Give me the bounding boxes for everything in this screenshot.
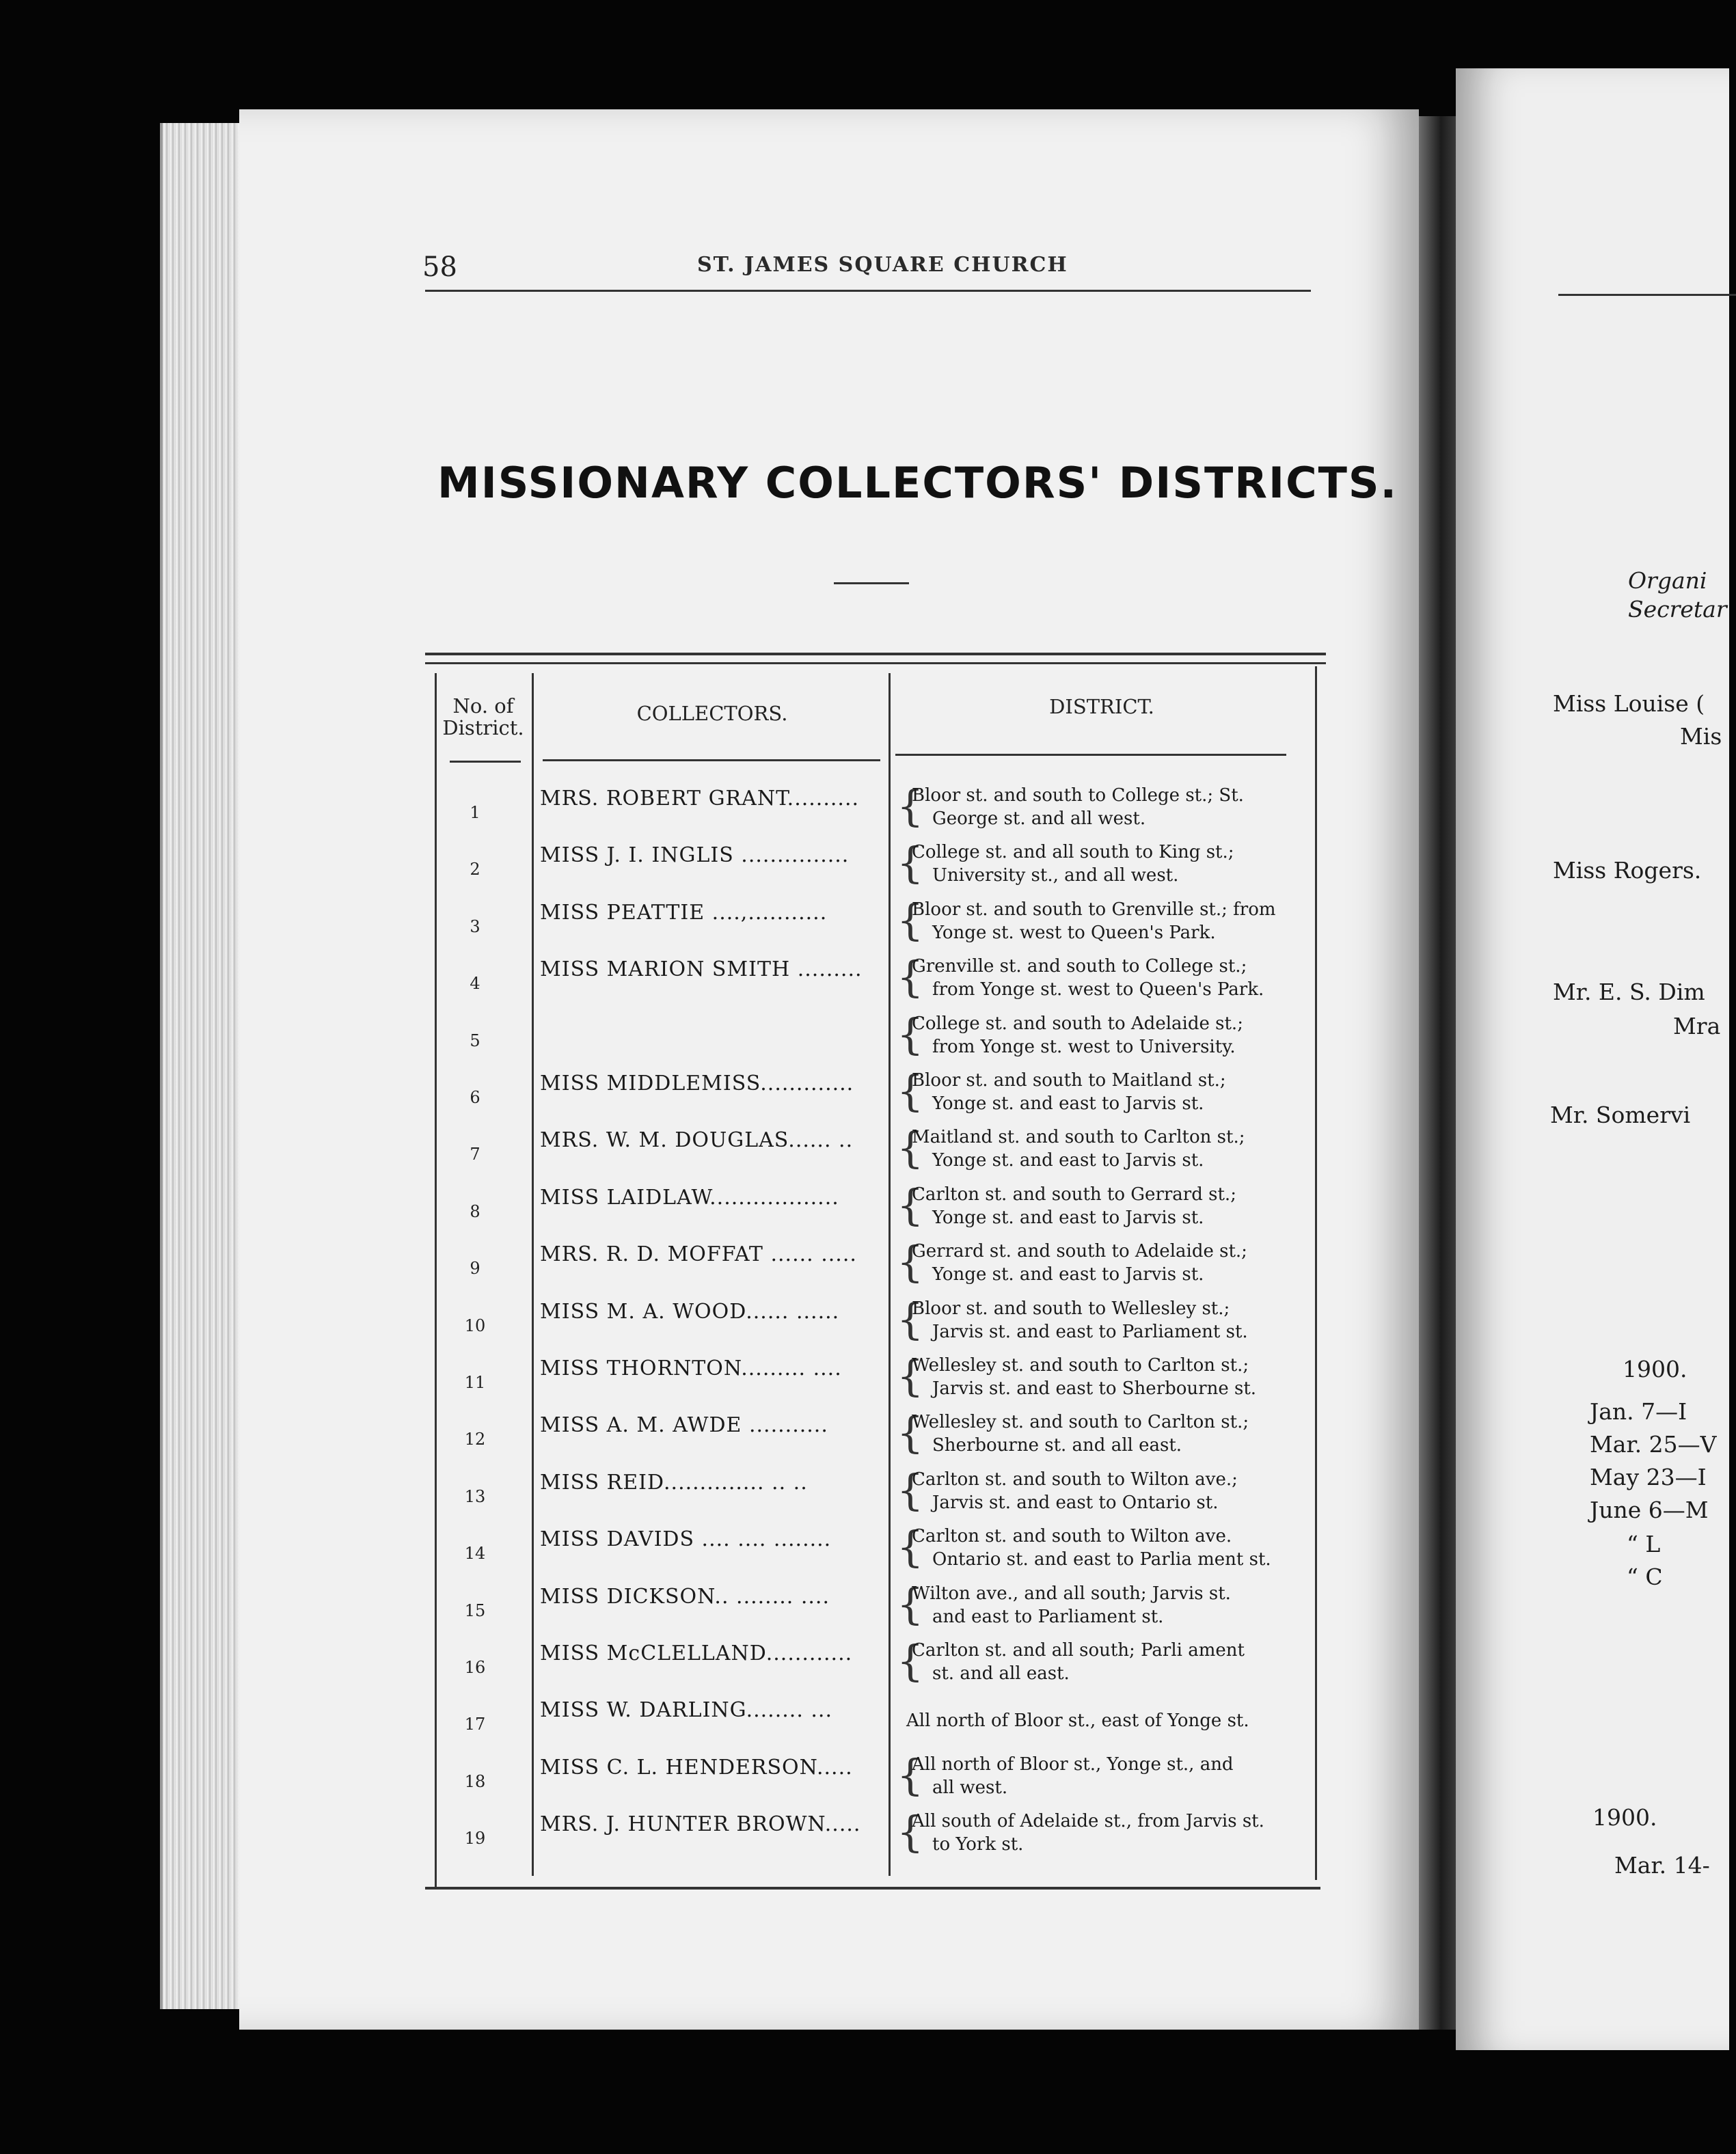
- district-line-1: Wellesley st. and south to Carlton st.;: [912, 1355, 1249, 1376]
- table-row: [425, 1011, 1326, 1065]
- district-number: 8: [470, 1201, 480, 1221]
- district-number: 17: [464, 1715, 486, 1734]
- district-line-2: from Yonge st. west to University.: [932, 1036, 1236, 1057]
- table-row: [425, 839, 1326, 894]
- district-line-1: Bloor st. and south to Wellesley st.;: [912, 1298, 1230, 1319]
- district-description: [912, 1753, 1322, 1799]
- brace-mark: {: [897, 895, 924, 945]
- district-description: [912, 1410, 1322, 1457]
- header-underline-district: [895, 754, 1286, 756]
- district-number: 14: [464, 1544, 486, 1564]
- district-description: [912, 1354, 1322, 1400]
- collector-name: MISS M. A. WOOD...... ......: [540, 1299, 840, 1324]
- right-line-14: “ L: [1627, 1531, 1661, 1557]
- brace-mark: {: [897, 1408, 924, 1458]
- district-number: 12: [464, 1430, 486, 1449]
- district-description: [912, 1582, 1322, 1628]
- district-number: 7: [470, 1145, 480, 1164]
- brace-mark: {: [897, 1351, 924, 1401]
- collector-name: MRS. J. HUNTER BROWN.....: [540, 1812, 861, 1837]
- district-line-1: Bloor st. and south to Grenville st.; from: [912, 899, 1276, 920]
- district-line-2: and east to Parliament st.: [932, 1606, 1164, 1627]
- collector-name: MISS THORNTON......... ....: [540, 1357, 842, 1380]
- district-line-1: Gerrard st. and south to Adelaide st.;: [912, 1241, 1247, 1262]
- right-line-1: Organi: [1628, 567, 1707, 594]
- district-line-1: Wilton ave., and all south; Jarvis st.: [912, 1583, 1231, 1604]
- right-line-10: Jan. 7—I: [1590, 1398, 1687, 1425]
- brace-mark: {: [897, 1180, 924, 1230]
- district-line-2: Yonge st. and east to Jarvis st.: [932, 1264, 1204, 1285]
- right-line-7: Mra: [1673, 1013, 1721, 1039]
- table-row: [425, 897, 1326, 951]
- header-no-line1: No. of: [452, 694, 514, 718]
- table-row: [425, 1409, 1326, 1464]
- table-row: [425, 1464, 1326, 1521]
- running-head: ST. JAMES SQUARE CHURCH: [697, 253, 1068, 277]
- district-description: [912, 898, 1322, 944]
- district-number: 16: [464, 1658, 486, 1677]
- table-row: [425, 1352, 1326, 1407]
- district-line-2: Jarvis st. and east to Parliament st.: [932, 1321, 1248, 1342]
- brace-mark: {: [897, 1749, 924, 1800]
- brace-mark: {: [897, 1123, 924, 1173]
- right-line-8: Mr. Somervi: [1550, 1102, 1691, 1128]
- district-number: 18: [464, 1771, 486, 1791]
- district-line-1: Bloor st. and south to Maitland st.;: [912, 1070, 1226, 1091]
- table-row: [425, 1182, 1326, 1236]
- district-line-1: All north of Bloor st., east of Yonge st.: [906, 1710, 1249, 1732]
- table-row: [425, 782, 1326, 837]
- collector-name: MISS LAIDLAW..................: [540, 1185, 839, 1210]
- district-line-1: All south of Adelaide st., from Jarvis st.: [912, 1811, 1264, 1832]
- brace-mark: {: [897, 952, 924, 1003]
- right-line-5: Miss Rogers.: [1553, 857, 1702, 884]
- right-line-13: June 6—M: [1590, 1497, 1709, 1523]
- district-line-2: Jarvis st. and east to Ontario st.: [932, 1492, 1219, 1513]
- district-number: 2: [470, 860, 480, 880]
- district-line-2: Ontario st. and east to Parlia ment st.: [932, 1549, 1271, 1570]
- title-dash: [834, 582, 909, 584]
- district-line-2: Yonge st. and east to Jarvis st.: [932, 1207, 1204, 1228]
- collector-name: MISS J. I. INGLIS ...............: [540, 843, 850, 868]
- district-line-1: Carlton st. and south to Wilton ave.;: [912, 1469, 1238, 1490]
- table-row: [425, 1751, 1326, 1806]
- table-row: [425, 1124, 1326, 1179]
- district-description: [912, 784, 1322, 830]
- right-line-16: 1900.: [1592, 1804, 1657, 1831]
- collector-name: MISS W. DARLING........ ...: [540, 1698, 833, 1723]
- district-line-2: Yonge st. west to Queen's Park.: [932, 922, 1216, 943]
- brace-mark: {: [897, 1464, 924, 1515]
- table-row: [425, 1523, 1326, 1578]
- district-number: 11: [464, 1373, 486, 1392]
- district-line-2: to York st.: [932, 1834, 1024, 1855]
- table-row: [425, 1637, 1326, 1692]
- district-line-2: all west.: [932, 1777, 1008, 1798]
- table-row: [425, 1694, 1326, 1749]
- district-number: 19: [464, 1829, 486, 1849]
- district-number: 3: [470, 916, 480, 936]
- right-line-2: Secretar: [1628, 596, 1727, 623]
- header-rule: [425, 290, 1311, 292]
- page-number: 58: [422, 251, 457, 283]
- collector-name: MISS C. L. HENDERSON.....: [540, 1755, 853, 1780]
- districts-table: [425, 653, 1326, 1893]
- district-description: [912, 1468, 1322, 1514]
- district-description: [912, 1069, 1322, 1115]
- district-number: 5: [470, 1031, 480, 1050]
- district-line-1: All north of Bloor st., Yonge st., and: [912, 1754, 1234, 1775]
- collector-name: MISS A. M. AWDE ...........: [540, 1413, 828, 1438]
- district-description: [912, 955, 1322, 1001]
- district-line-1: Carlton st. and all south; Parli ament: [912, 1640, 1245, 1661]
- right-line-6: Mr. E. S. Dim: [1553, 979, 1705, 1005]
- brace-mark: {: [897, 1579, 924, 1629]
- collector-name: MISS DICKSON.. ........ ....: [540, 1584, 830, 1609]
- right-line-11: Mar. 25—V: [1590, 1431, 1717, 1458]
- district-description: [912, 1297, 1322, 1344]
- brace-mark: {: [897, 781, 924, 831]
- page-edges: [160, 123, 245, 2009]
- brace-mark: {: [897, 838, 924, 888]
- header-collectors: COLLECTORS.: [636, 702, 788, 725]
- table-bottom-rule: [425, 1887, 1320, 1890]
- table-row: [425, 953, 1326, 1008]
- district-number: 13: [464, 1486, 486, 1506]
- district-description: [912, 1183, 1322, 1229]
- brace-mark: {: [897, 1009, 924, 1059]
- header-district: DISTRICT.: [1049, 695, 1154, 718]
- book-gutter: [1419, 116, 1456, 2030]
- page-title: MISSIONARY COLLECTORS' DISTRICTS.: [437, 458, 1398, 508]
- collector-name: MISS PEATTIE ....,...........: [540, 900, 828, 925]
- district-line-2: from Yonge st. west to Queen's Park.: [932, 979, 1264, 1000]
- district-number: 10: [464, 1315, 486, 1335]
- brace-mark: {: [897, 1522, 924, 1572]
- right-line-4: Mis: [1680, 723, 1722, 750]
- table-row: [425, 1238, 1326, 1293]
- collector-name: MISS DAVIDS .... .... ........: [540, 1527, 832, 1552]
- header-underline-collectors: [543, 759, 880, 761]
- district-line-2: Yonge st. and east to Jarvis st.: [932, 1093, 1204, 1114]
- district-line-1: College st. and south to Adelaide st.;: [912, 1013, 1243, 1034]
- district-line-1: College st. and all south to King st.;: [912, 842, 1234, 863]
- right-line-3: Miss Louise (: [1553, 690, 1705, 717]
- district-description: [912, 1810, 1322, 1856]
- district-number: 9: [470, 1259, 480, 1279]
- right-line-9: 1900.: [1623, 1356, 1687, 1382]
- district-description: [906, 1709, 1316, 1732]
- collector-name: MRS. W. M. DOUGLAS...... ..: [540, 1128, 854, 1153]
- right-line-15: “ C: [1627, 1564, 1663, 1590]
- district-description: [912, 1240, 1322, 1286]
- table-top-rule-2: [425, 662, 1326, 664]
- brace-mark: {: [897, 1294, 924, 1344]
- collector-name: MRS. ROBERT GRANT..........: [540, 787, 860, 810]
- right-header-rule: [1558, 294, 1736, 296]
- district-line-1: Carlton st. and south to Wilton ave.: [912, 1526, 1232, 1547]
- district-line-1: Carlton st. and south to Gerrard st.;: [912, 1184, 1236, 1205]
- district-line-2: George st. and all west.: [932, 808, 1146, 829]
- district-description: [912, 1012, 1322, 1059]
- district-number: 6: [470, 1088, 480, 1107]
- table-row: [425, 1296, 1326, 1350]
- brace-mark: {: [897, 1807, 924, 1857]
- collector-name: MISS REID.............. .. ..: [540, 1470, 808, 1495]
- district-line-2: Jarvis st. and east to Sherbourne st.: [932, 1378, 1257, 1399]
- collector-name: MISS MARION SMITH .........: [540, 957, 863, 982]
- header-underline-no: [450, 761, 521, 763]
- right-line-12: May 23—I: [1590, 1464, 1707, 1490]
- district-line-2: Sherbourne st. and all east.: [932, 1435, 1182, 1456]
- right-line-17: Mar. 14-: [1614, 1852, 1710, 1879]
- district-line-1: Maitland st. and south to Carlton st.;: [912, 1127, 1245, 1148]
- table-row: [425, 1581, 1326, 1635]
- collector-name: MISS McCLELLAND............: [540, 1641, 853, 1665]
- district-line-1: Bloor st. and south to College st.; St.: [912, 785, 1244, 806]
- right-page: [1456, 68, 1729, 2050]
- district-line-2: University st., and all west.: [932, 865, 1179, 886]
- district-number: 4: [470, 974, 480, 994]
- district-line-1: Grenville st. and south to College st.;: [912, 956, 1247, 977]
- district-line-2: Yonge st. and east to Jarvis st.: [932, 1150, 1204, 1171]
- district-number: 1: [470, 803, 480, 822]
- district-line-1: Wellesley st. and south to Carlton st.;: [912, 1412, 1249, 1433]
- header-no-of-district: [439, 695, 528, 739]
- brace-mark: {: [897, 1237, 924, 1287]
- collector-name: MISS MIDDLEMISS.............: [540, 1072, 854, 1095]
- table-row: [425, 1808, 1326, 1863]
- table-top-rule-1: [425, 653, 1326, 655]
- district-number: 15: [464, 1600, 486, 1620]
- district-description: [912, 1126, 1322, 1172]
- collector-name: MRS. R. D. MOFFAT ...... .....: [540, 1242, 857, 1267]
- district-description: [912, 841, 1322, 887]
- district-description: [912, 1525, 1322, 1571]
- brace-mark: {: [897, 1636, 924, 1686]
- table-row: [425, 1067, 1326, 1122]
- district-line-2: st. and all east.: [932, 1663, 1070, 1684]
- header-no-line2: District.: [442, 716, 524, 739]
- brace-mark: {: [897, 1066, 924, 1116]
- district-description: [912, 1639, 1322, 1685]
